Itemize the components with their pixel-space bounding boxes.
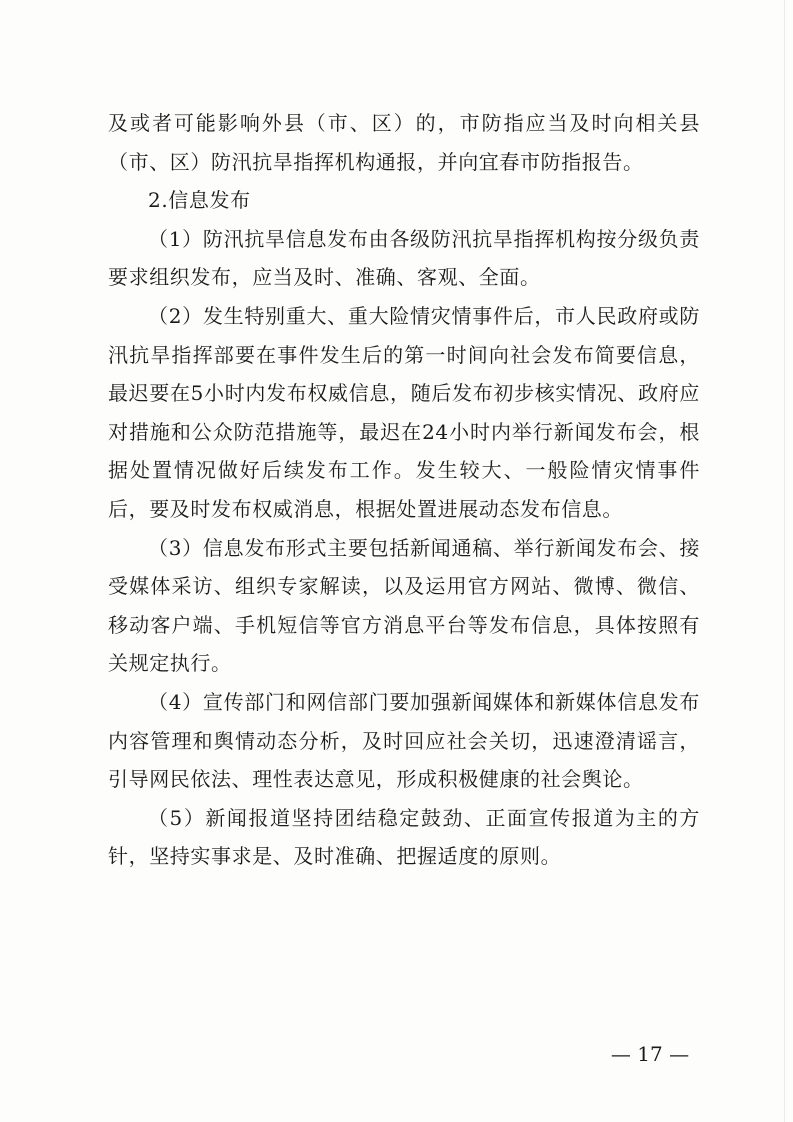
paragraph-item-5: （5）新闻报道坚持团结稳定鼓劲、正面宣传报道为主的方针，坚持实事求是、及时准确、把握适度的原则。 [108,805,700,869]
document-body [108,104,700,876]
paragraph-continuation: 及或者可能影响外县（市、区）的，市防指应当及时向相关县（市、区）防汛抗旱指挥机构通报，并向宜春市防指报告。 [108,111,700,174]
page-number: — 17 — [610,1042,690,1066]
paragraph-item-3: （3）信息发布形式主要包括新闻通稿、举行新闻发布会、接受媒体采访、组织专家解读，以及运用官方网站、微博、微信、移动客户端、手机短信等官方消息平台等发布信息，具体按照有关规定执行。 [108,535,700,676]
paragraph-item-2: （2）发生特别重大、重大险情灾情事件后，市人民政府或防汛抗旱指挥部要在事件发生后的第一时间向社会发布简要信息，最迟要在5小时内发布权威信息，随后发布初步核实情况、政府应对措施和公众防范措施等，最迟在24小时内举行新闻发布会，根据处置情况做好后续发布工作。发生较大、一般险情灾情事件后，要及时发布权威消息，根据处置进展动态发布信息。 [108,303,700,521]
section-heading-info-release: 2.信息发布 [148,188,251,213]
paragraph-item-4: （4）宣传部门和网信部门要加强新闻媒体和新媒体信息发布内容管理和舆情动态分析，及时回应社会关切，迅速澄清谣言，引导网民依法、理性表达意见，形成积极健康的社会舆论。 [108,689,700,792]
scan-edge [784,0,785,1122]
paragraph-item-1: （1）防汛抗旱信息发布由各级防汛抗旱指挥机构按分级负责要求组织发布，应当及时、准确、客观、全面。 [108,226,700,290]
